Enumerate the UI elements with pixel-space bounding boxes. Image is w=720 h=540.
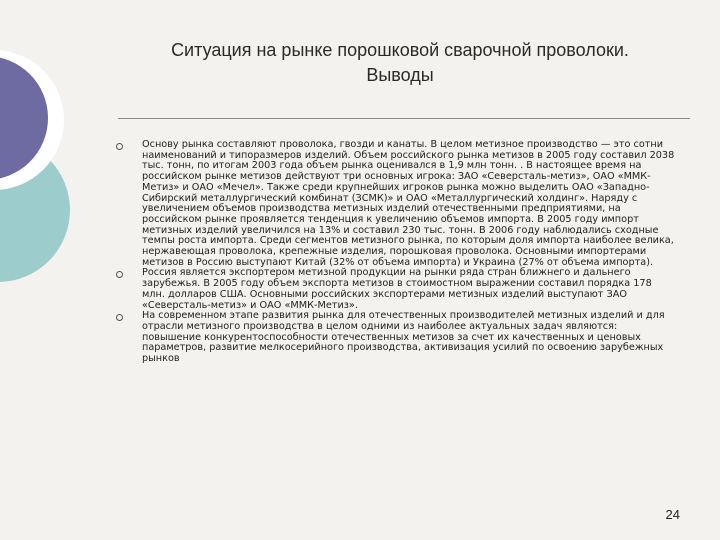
bullet-circle-icon (116, 314, 123, 321)
decorative-circles (0, 0, 120, 300)
bullet-text: На современном этапе развития рынка для отечественных производителей метизных изделий и для отрасли метизного производства в целом одними из наиболее актуальных задач являются: повышение конкурентоспособности отечественных метизов за счет их качественных и ценовых параметров, развитие мелкосерийного производства, активизация усилий по освоению зарубежных рынков (142, 310, 665, 365)
bullet-item (116, 140, 676, 268)
bullet-text: Россия является экспортером метизной продукции на рынки ряда стран ближнего и дальнего зарубежья. В 2005 году объем экспорта метизов в стоимостном выражении составил порядка 178 млн. долларов США. Основными российских экспортерами метизных изделий выступают ЗАО «Северсталь-метиз» и ОАО «ММК-Метиз». (142, 267, 652, 311)
page-number: 24 (665, 507, 680, 522)
bullet-item (116, 268, 676, 311)
bullet-circle-icon (116, 143, 123, 150)
slide-title (120, 38, 680, 88)
bullet-item (116, 311, 676, 365)
bullet-text: Основу рынка составляют проволока, гвозди и канаты. В целом метизное производство — это сотни наименований и типоразмеров изделий. Объем российского рынка метизов в 2005 году составил 2038 тыс. тонн, по итогам 2003 года объем рынка оценивался в 1,9 млн тонн. . В настоящее время на российском рынке метизов действуют три основных игрока: ЗАО «Северсталь-метиз», ОАО «ММК-Метиз» и ОАО «Мечел». Также среди крупнейших игроков рынка можно выделить ОАО «Западно-Сибирский металлургический комбинат (ЗСМК)» и ОАО «Металлургический холдинг». Наряду с увеличением объемов производства метизных изделий отечественными предприятиями, на российском рынке проявляется тенденция к увеличению объемов импорта. В 2005 году импорт метизных изделий увеличился на 13% и составил 230 тыс. тонн. В 2006 году наблюдались сходные темпы роста импорта. Среди сегментов метизного рынка, по которым доля импорта наиболее велика, нержавеющая проволока, крепежные изделия, порошковая проволока. Основными импортерами метизов в Россию выступают Китай (32% от объема импорта) и Украина (27% от объема импорта). (142, 139, 675, 268)
title-line-2: Выводы (366, 65, 434, 85)
bullet-list (116, 140, 676, 365)
bullet-circle-icon (116, 271, 123, 278)
title-line-1: Ситуация на рынке порошковой сварочной проволоки. (171, 40, 629, 60)
title-divider (118, 118, 690, 119)
